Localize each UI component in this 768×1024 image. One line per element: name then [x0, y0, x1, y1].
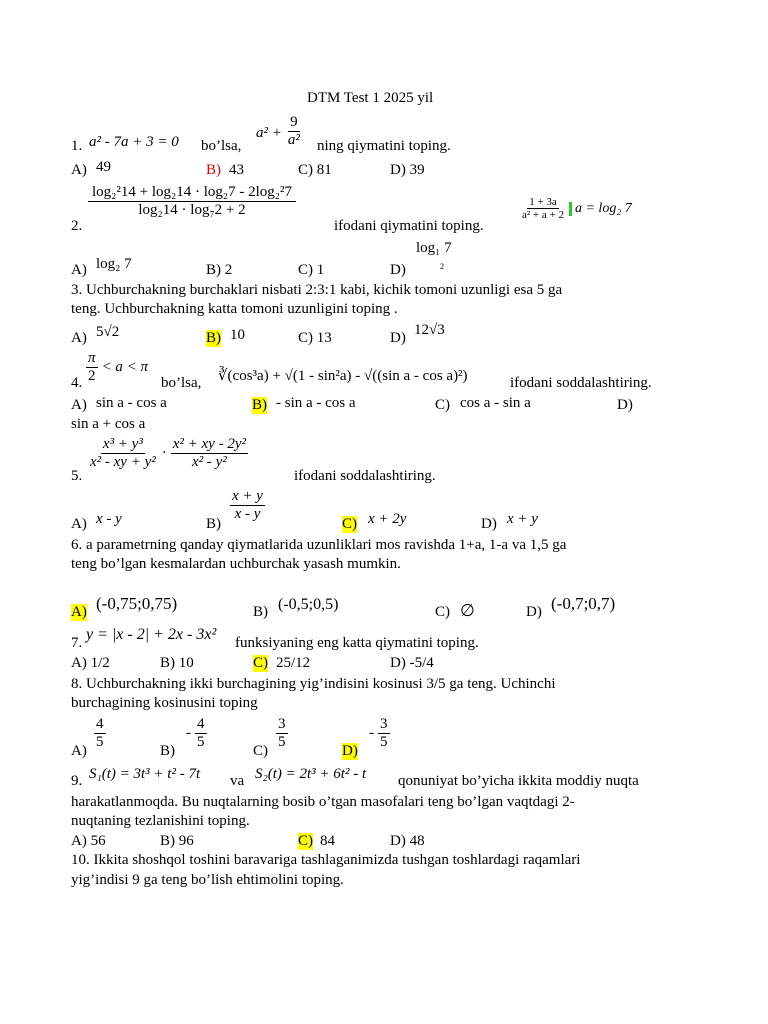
q1-condition: bo’lsa,	[201, 138, 242, 154]
q7-equation: y = |x - 2| + 2x - 3x²	[86, 626, 217, 643]
q3-option-d-value: 12√3	[414, 322, 445, 338]
q3-option-d-label[interactable]: D)	[390, 330, 406, 346]
q2-option-a-value: log₂ 7	[96, 256, 132, 272]
q4-cond-word: bo’lsa,	[161, 375, 202, 391]
q8-line-2: burchagining kosinusini toping	[71, 695, 258, 711]
q2-expression	[88, 184, 296, 218]
q2-aside	[520, 196, 632, 221]
q5-option-a-label[interactable]: A)	[71, 516, 87, 532]
q2-option-c[interactable]: C) 1	[298, 262, 325, 278]
q8-option-d-value	[369, 716, 390, 750]
cursor-marker	[569, 202, 572, 216]
q1-equation: a² - 7a + 3 = 0	[89, 134, 179, 150]
q1-expr-num: 9	[290, 114, 298, 130]
q7-option-c-value: 25/12	[276, 655, 311, 671]
q1-tail: ning qiymatini toping.	[317, 138, 451, 154]
q4-option-c-value: cos a - sin a	[460, 395, 531, 411]
q5-expression	[88, 436, 248, 470]
q5-f1-den: x² - xy + y²	[90, 453, 156, 470]
q9-tail: qonuniyat bo’yicha ikkita moddiy nuqta	[398, 773, 639, 789]
q8-d-fraction	[378, 716, 390, 750]
q9-s2: S₂(t) = 2t³ + 6t² - t	[255, 766, 367, 782]
q2-option-a-label[interactable]: A)	[71, 262, 87, 278]
q5-option-c-value: x + 2y	[368, 511, 407, 527]
q8-d-sign: -	[369, 724, 374, 741]
q9-option-c-label[interactable]: C)	[298, 833, 313, 849]
q4-option-a-label[interactable]: A)	[71, 397, 87, 413]
q1-option-b-value: 43	[229, 162, 244, 178]
q1-option-b-label[interactable]: B)	[206, 162, 221, 178]
q8-b-fraction	[195, 716, 207, 750]
q1-expr-den: a²	[287, 131, 300, 148]
q6-option-b-value: (-0,5;0,5)	[278, 596, 339, 613]
q9-line-3: nuqtaning tezlanishini toping.	[71, 813, 250, 829]
q5-dot: ·	[161, 444, 167, 461]
q5-b-den: x - y	[234, 505, 261, 522]
q6-option-a-value: (-0,75;0,75)	[96, 594, 178, 613]
q8-option-b-label[interactable]: B)	[160, 743, 175, 759]
q2-option-d-subscript: 2	[440, 262, 444, 271]
q8-d-den: 5	[380, 733, 388, 750]
q4-cond-num: π	[88, 350, 96, 366]
q4-option-d-label[interactable]: D)	[617, 397, 633, 413]
q10-line-1: 10. Ikkita shoshqol toshini baravariga tashlaganimizda tushgan toshlardagi raqamlari	[71, 852, 581, 868]
q3-line-2: teng. Uchburchakning katta tomoni uzunligini toping .	[71, 301, 398, 317]
q1-option-c[interactable]: C) 81	[298, 162, 332, 178]
q4-cond-den: 2	[88, 367, 96, 384]
q8-b-num: 4	[197, 716, 205, 732]
q3-option-a-value: 5√2	[96, 324, 120, 340]
q4-number: 4.	[71, 375, 83, 391]
q5-option-d-label[interactable]: D)	[481, 516, 497, 532]
q5-option-a-value: x - y	[96, 511, 122, 527]
q3-option-c[interactable]: C) 13	[298, 330, 332, 346]
q4-option-c-label[interactable]: C)	[435, 397, 450, 413]
q8-a-fraction	[94, 716, 106, 750]
q9-line-2: harakatlanmoqda. Bu nuqtalarning bosib o’tgan masofalari teng bo’lgan vaqtdagi 2-	[71, 794, 575, 810]
q4-option-b-value: - sin a - cos a	[276, 395, 356, 411]
q6-option-b-label[interactable]: B)	[253, 604, 268, 620]
q1-expression	[256, 114, 302, 148]
q8-option-c-value	[276, 716, 288, 750]
q2-aside-den: a² + a + 2	[522, 209, 564, 222]
q4-cond-rest: < a < π	[101, 358, 149, 375]
q9-option-c-value: 84	[320, 833, 335, 849]
q10-line-2: yig’indisi 9 ga teng bo’lish ehtimolini toping.	[71, 872, 344, 888]
q4-expression: ∛(cos³a) + √(1 - sin²a) - √((sin a - cos a)²)	[218, 368, 468, 384]
q8-c-num: 3	[278, 716, 286, 732]
q5-f2-den: x² - y²	[191, 453, 227, 470]
q5-number: 5.	[71, 468, 83, 484]
q2-option-b[interactable]: B) 2	[206, 262, 233, 278]
q7-option-c-label[interactable]: C)	[253, 655, 268, 671]
q4-cond-fraction	[86, 350, 98, 384]
q9-s1: S₁(t) = 3t³ + t² - 7t	[89, 766, 201, 782]
q5-option-c-label[interactable]: C)	[342, 516, 357, 532]
q6-option-d-value: (-0,7;0,7)	[551, 594, 616, 613]
q8-option-c-label[interactable]: C)	[253, 743, 268, 759]
q2-aside-num: 1 + 3a	[529, 196, 557, 208]
q4-condition	[86, 350, 148, 384]
q7-number: 7.	[71, 635, 83, 651]
q8-option-b-value	[186, 716, 207, 750]
q8-option-a-label[interactable]: A)	[71, 743, 87, 759]
q5-tail: ifodani soddalashtiring.	[294, 468, 436, 484]
q5-f1-num: x³ + y³	[102, 436, 143, 452]
q2-fraction	[88, 184, 296, 218]
q4-tail: ifodani soddalashtiring.	[510, 375, 652, 391]
q5-fraction-2	[171, 436, 248, 470]
q5-option-d-value: x + y	[507, 511, 538, 527]
q5-option-b-value	[230, 488, 265, 522]
q9-number: 9.	[71, 773, 83, 789]
q2-tail: ifodani qiymatini toping.	[334, 218, 484, 234]
q2-frac-num: log₂²14 + log₂14 · log₂7 - 2log₂²7	[88, 184, 296, 202]
q8-option-d-label[interactable]: D)	[342, 743, 358, 759]
q1-number: 1.	[71, 138, 83, 154]
q8-c-fraction	[276, 716, 288, 750]
q1-expr-lead: a² +	[256, 124, 282, 141]
q5-option-b-label[interactable]: B)	[206, 516, 221, 532]
q6-option-c-label[interactable]: C)	[435, 604, 450, 620]
q1-expr-fraction	[286, 114, 302, 148]
q3-line-1: 3. Uchburchakning burchaklari nisbati 2:3:1 kabi, kichik tomoni uzunligi esa 5 ga	[71, 282, 563, 298]
q5-b-num: x + y	[232, 488, 263, 504]
q2-frac-den: log₂14 · log₇2 + 2	[138, 201, 246, 218]
q6-line-2: teng bo’lgan kesmalardan uchburchak yasash mumkin.	[71, 556, 401, 572]
q6-line-1: 6. a parametrning qanday qiymatlarida uzunliklari mos ravishda 1+a, 1-a va 1,5 ga	[71, 537, 567, 553]
q6-option-c-value: ∅	[460, 601, 475, 620]
q8-d-num: 3	[380, 716, 388, 732]
q3-option-b-value: 10	[230, 327, 245, 343]
q2-aside-fraction	[520, 196, 566, 221]
q7-option-a[interactable]: A) 1/2	[71, 655, 110, 671]
q2-number: 2.	[71, 218, 83, 234]
q1-option-d[interactable]: D) 39	[390, 162, 425, 178]
q8-line-1: 8. Uchburchakning ikki burchagining yig’indisini kosinusi 3/5 ga teng. Uchinchi	[71, 676, 556, 692]
q8-b-sign: -	[186, 724, 191, 741]
q8-b-den: 5	[197, 733, 205, 750]
q1-option-a-label[interactable]: A)	[71, 162, 87, 178]
q3-option-b-label[interactable]: B)	[206, 330, 221, 346]
q1-option-a-value: 49	[96, 159, 111, 175]
q5-fraction-1	[88, 436, 158, 470]
q8-option-a-value	[94, 716, 106, 750]
q4-option-a-value: sin a - cos a	[96, 395, 167, 411]
q8-c-den: 5	[278, 733, 286, 750]
q3-option-a-label[interactable]: A)	[71, 330, 87, 346]
q9-option-d[interactable]: D) 48	[390, 833, 425, 849]
q8-a-num: 4	[96, 716, 104, 732]
q2-option-d-label[interactable]: D)	[390, 262, 406, 278]
q7-option-b[interactable]: B) 10	[160, 655, 194, 671]
q9-va: va	[230, 773, 245, 789]
q7-tail: funksiyaning eng katta qiymatini toping.	[235, 635, 479, 651]
page-title: DTM Test 1 2025 yil	[307, 90, 434, 106]
q2-option-d-value: log₁ 7	[416, 240, 452, 256]
q7-option-d[interactable]: D) -5/4	[390, 655, 434, 671]
q4-option-d-value: sin a + cos a	[71, 416, 146, 432]
q9-option-a[interactable]: A) 56	[71, 833, 106, 849]
q6-option-d-label[interactable]: D)	[526, 604, 542, 620]
q5-f2-num: x² + xy - 2y²	[172, 436, 246, 452]
q6-option-a-label[interactable]: A)	[71, 604, 87, 620]
q4-option-b-label[interactable]: B)	[252, 397, 267, 413]
q9-option-b[interactable]: B) 96	[160, 833, 194, 849]
q8-a-den: 5	[96, 733, 104, 750]
q2-aside-right: a = log₂ 7	[574, 200, 632, 216]
q5-b-fraction	[230, 488, 265, 522]
